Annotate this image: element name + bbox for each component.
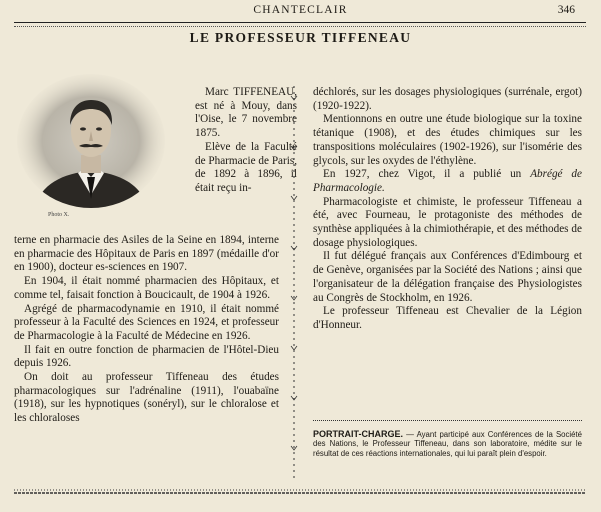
- paragraph: Le professeur Tiffeneau est Chevalier de la Légion d'Honneur.: [313, 305, 582, 331]
- paragraph: Mentionnons en outre une étude biologique sur la toxine tétanique (1908), et des études chimiques sur les transpositions moléculaires (1902-1926), sur l'isomérie des glycols, sur les oxydes de l'éthylène.: [313, 113, 582, 167]
- book-title: Abrégé de Pharmacologie.: [313, 168, 582, 194]
- right-column: [313, 86, 582, 333]
- bottom-rule: [14, 489, 586, 495]
- paragraph: On doit au professeur Tiffeneau des études pharmacologiques sur l'adrénaline (1911), l'ouabaïne (1918), sur les hypnotiques (sonéryl), sur le chloralose et les chloraloses: [14, 371, 279, 425]
- paragraph: En 1904, il était nommé pharmacien des Hôpitaux, et comme tel, faisait fonction à Boucicault, de 1904 à 1926.: [14, 275, 279, 301]
- caption-label: PORTRAIT-CHARGE.: [313, 429, 403, 439]
- caption-text: — Ayant participé aux Conférences de la Société des Nations, le Professeur Tiffeneau, dans son laboratoire, médite sur le résultat de ces réactions internationales, qui lui paraît plein d'espoir.: [313, 430, 582, 458]
- paragraph: Pharmacologiste et chimiste, le professeur Tiffeneau a été, avec Fourneau, le protagoniste des méthodes de synthèse appliquées à la chimiothérapie, et des méthodes de dosage physiologiques.: [313, 195, 582, 249]
- portrait-image: [16, 73, 166, 209]
- caption-separator: [313, 420, 582, 421]
- photo-credit: Photo X.: [48, 212, 70, 218]
- paragraph: [313, 168, 582, 195]
- header-rule: [14, 22, 586, 27]
- paragraph: Agrégé de pharmacodynamie en 1910, il était nommé professeur à la Faculté des Sciences en 1924, et professeur de Pharmacologie à la Faculté de Médecine en 1926.: [14, 302, 279, 342]
- article-title: LE PROFESSEUR TIFFENEAU: [189, 30, 412, 45]
- journal-name: CHANTECLAIR: [253, 4, 348, 16]
- left-column-bottom: [14, 234, 279, 426]
- paragraph: terne en pharmacie des Asiles de la Seine en 1894, interne en pharmacie des Hôpitaux de Paris en 1897 (médaille d'or en 1900), docteur es-sciences en 1907.: [14, 234, 279, 274]
- paragraph: Il fait en outre fonction de pharmacien de l'Hôtel-Dieu depuis 1926.: [14, 343, 279, 370]
- paragraph: Marc TIFFENEAU, est né à Mouy, dans l'Oise, le 7 novembre 1875.: [195, 86, 297, 140]
- paragraph: déchlorés, sur les dosages physiologiques (surrénale, ergot) (1920-1922).: [313, 86, 582, 112]
- page-header: [12, 3, 589, 21]
- portrait-photo: [16, 73, 166, 209]
- page-number: 346: [557, 4, 575, 16]
- paragraph: Elève de la Faculté de Pharmacie de Paris, de 1892 à 1896, il était reçu in-: [195, 140, 297, 194]
- paragraph: Il fut délégué français aux Conférences d'Edimbourg et de Genève, organisées par la Société des Nations ; ainsi que l'organisateur de la délégation française des Physiologistes au Congrès de Stockholm, en 1926.: [313, 250, 582, 304]
- left-column-top: [195, 86, 297, 196]
- column-divider: [289, 86, 299, 480]
- caption: [313, 430, 582, 458]
- paragraph-text: En 1927, chez Vigot, il a publié un: [323, 168, 531, 181]
